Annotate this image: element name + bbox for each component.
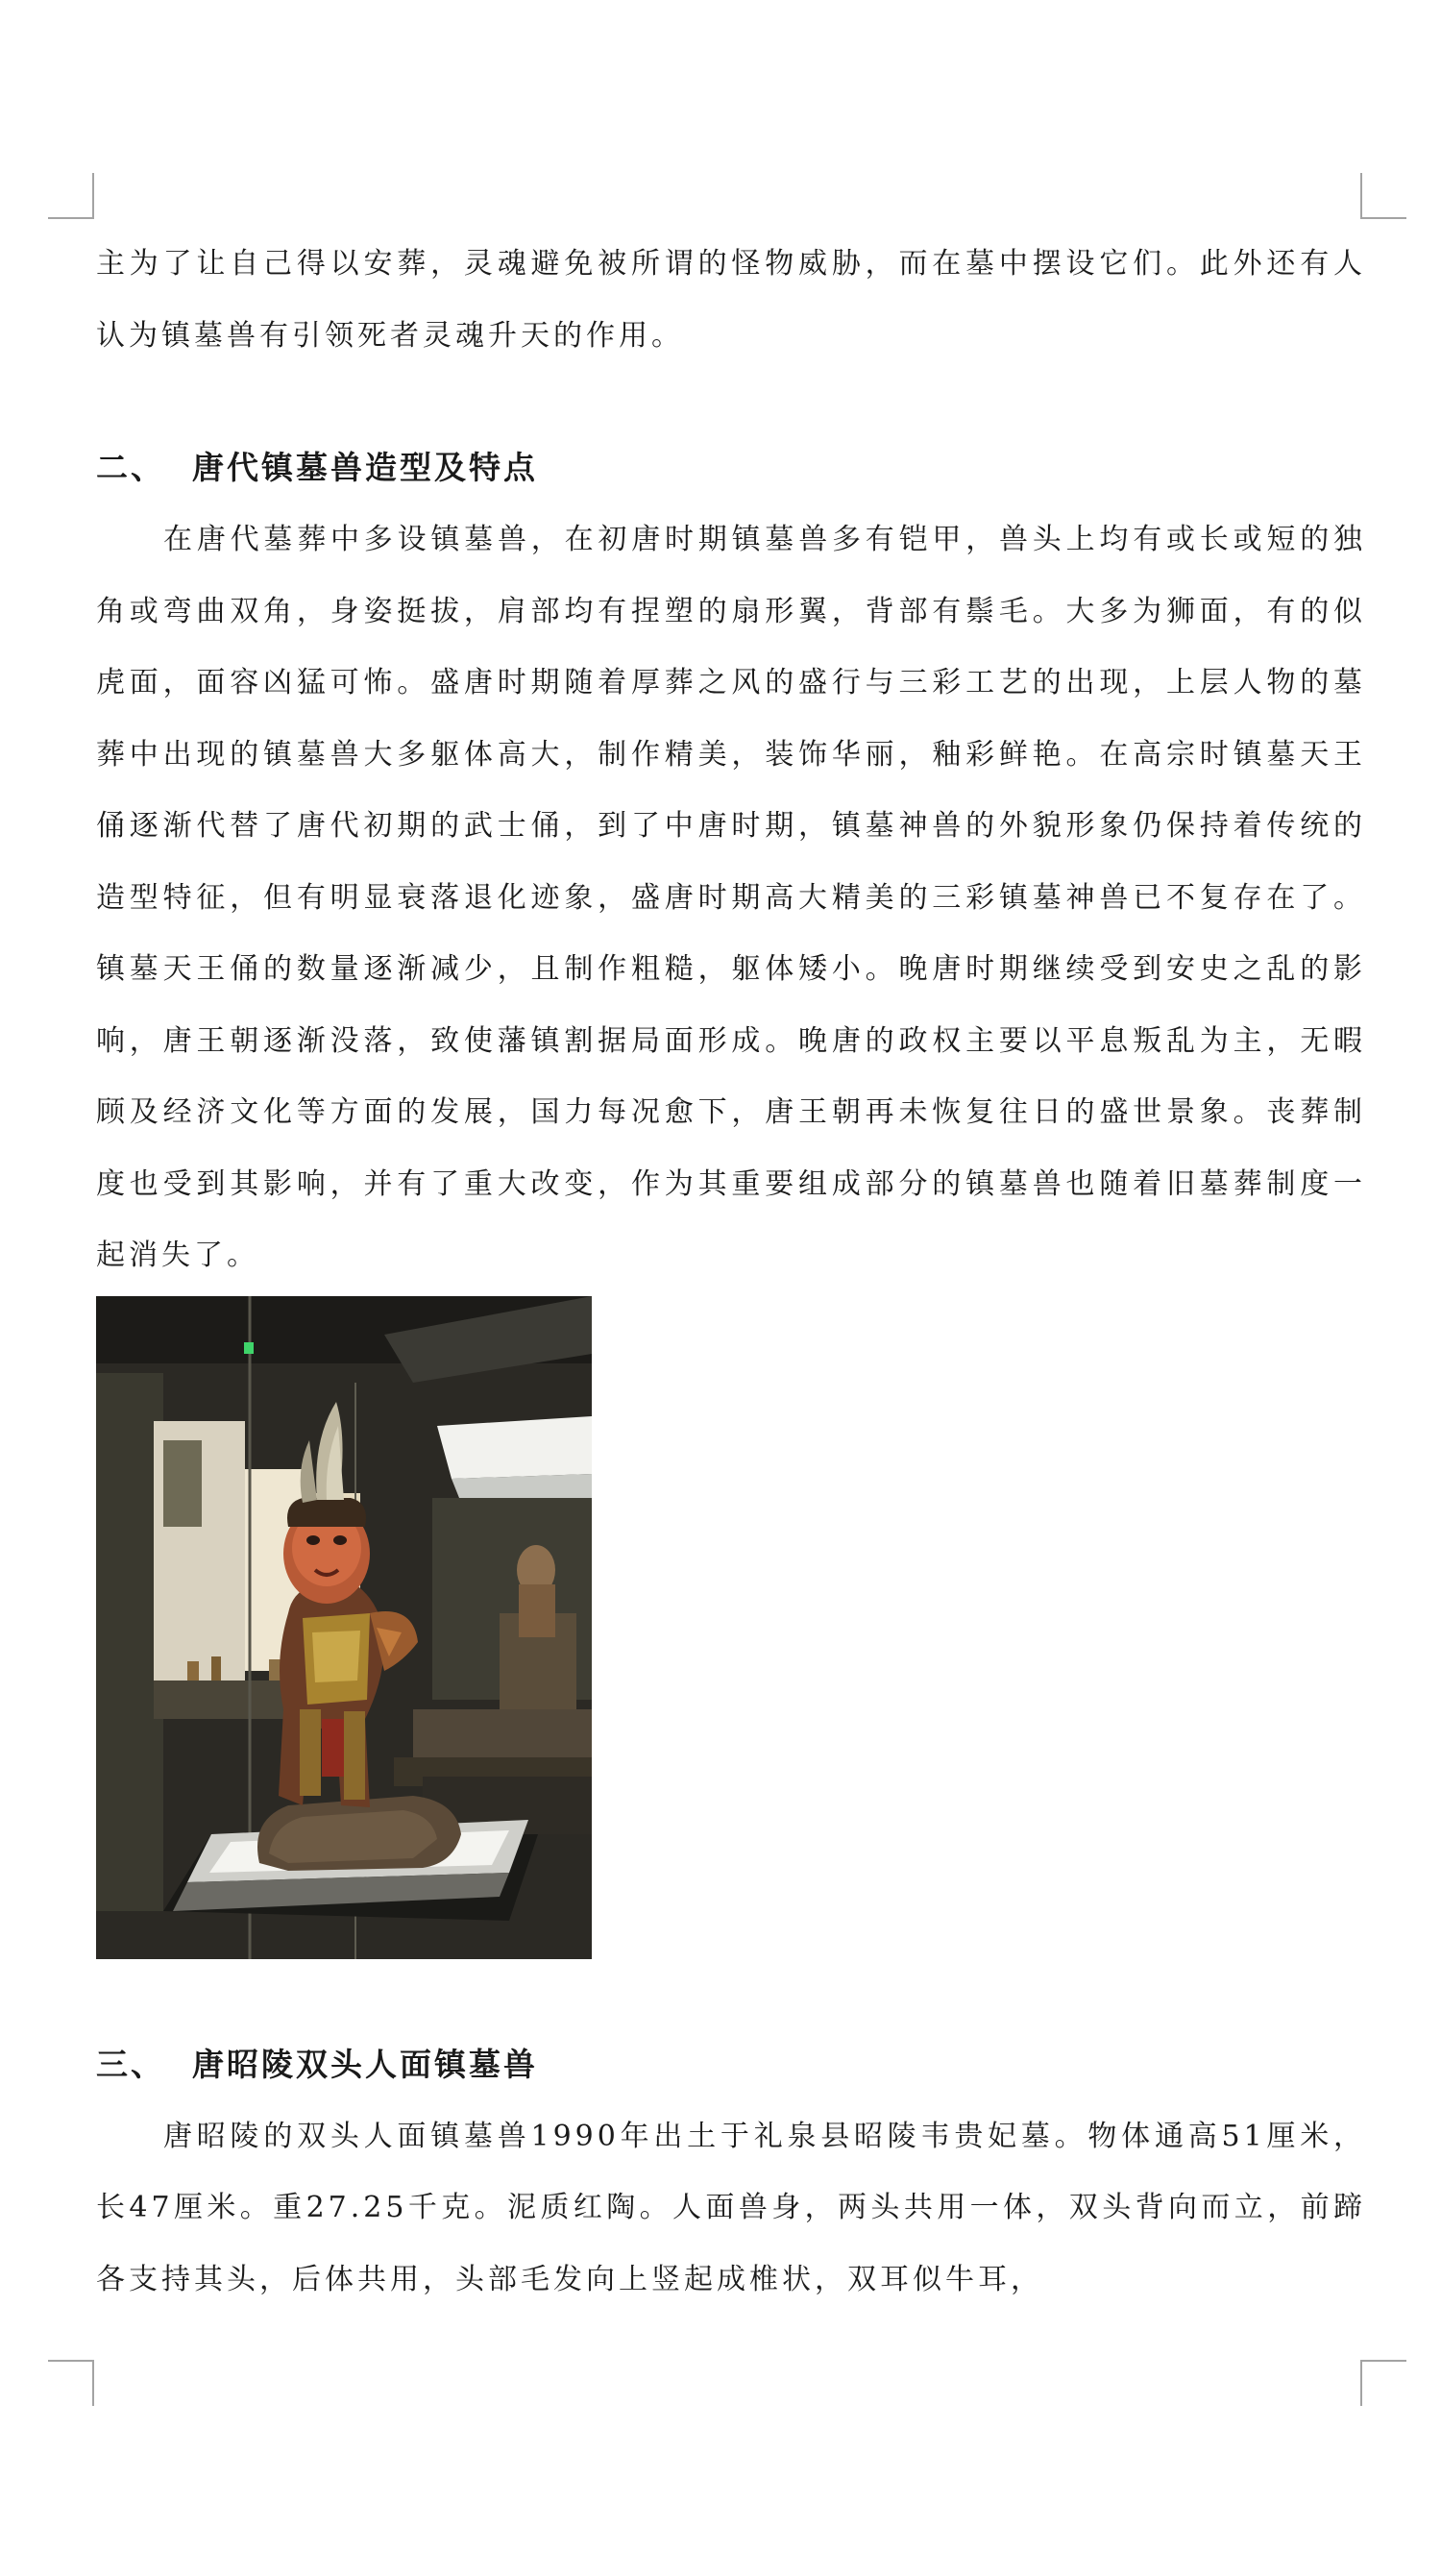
section-3-paragraph: 唐昭陵的双头人面镇墓兽1990年出土于礼泉县昭陵韦贵妃墓。物体通高51厘米，长47厘米。重27.25千克。泥质红陶。人面兽身，两头共用一体，双头背向而立，前蹄各支持其头，后体共用，头部毛发向上竖起成椎状，双耳似牛耳， [96,2119,1366,2296]
section-number: 二、 [96,449,165,486]
crop-mark-top-left [48,173,94,219]
crop-mark-bottom-right [1360,2360,1406,2406]
tomb-guardian-photo [96,1296,592,1959]
section-2-paragraph: 在唐代墓葬中多设镇墓兽，在初唐时期镇墓兽多有铠甲，兽头上均有或长或短的独角或弯曲双角，身姿挺拔，肩部均有捏塑的扇形翼，背部有鬃毛。大多为狮面，有的似虎面，面容凶猛可怖。盛唐时期随着厚葬之风的盛行与三彩工艺的出现，上层人物的墓葬中出现的镇墓兽大多躯体高大，制作精美，装饰华丽，釉彩鲜艳。在高宗时镇墓天王俑逐渐代替了唐代初期的武士俑，到了中唐时期，镇墓神兽的外貌形象仍保持着传统的造型特征，但有明显衰落退化迹象，盛唐时期高大精美的三彩镇墓神兽已不复存在了。镇墓天王俑的数量逐渐减少，且制作粗糙，躯体矮小。晚唐时期继续受到安史之乱的影响，唐王朝逐渐没落，致使藩镇割据局面形成。晚唐的政权主要以平息叛乱为主，无暇顾及经济文化等方面的发展，国力每况愈下，唐王朝再未恢复往日的盛世景象。丧葬制度也受到其影响，并有了重大改变，作为其重要组成部分的镇墓兽也随着旧墓葬制度一起消失了。 [96,523,1366,1272]
section-number: 三、 [96,2045,165,2083]
section-title: 唐昭陵双头人面镇墓兽 [192,2045,538,2083]
paragraph-continued: 主为了让自己得以安葬，灵魂避免被所谓的怪物威胁，而在墓中摆设它们。此外还有人认为镇墓兽有引领死者灵魂升天的作用。 [96,247,1366,353]
page-content [96,229,1366,2316]
section-heading-2 [96,441,1366,495]
crop-mark-bottom-left [48,2360,94,2406]
section-heading-3 [96,2038,1366,2092]
crop-mark-top-right [1360,173,1406,219]
section-title: 唐代镇墓兽造型及特点 [192,449,538,486]
